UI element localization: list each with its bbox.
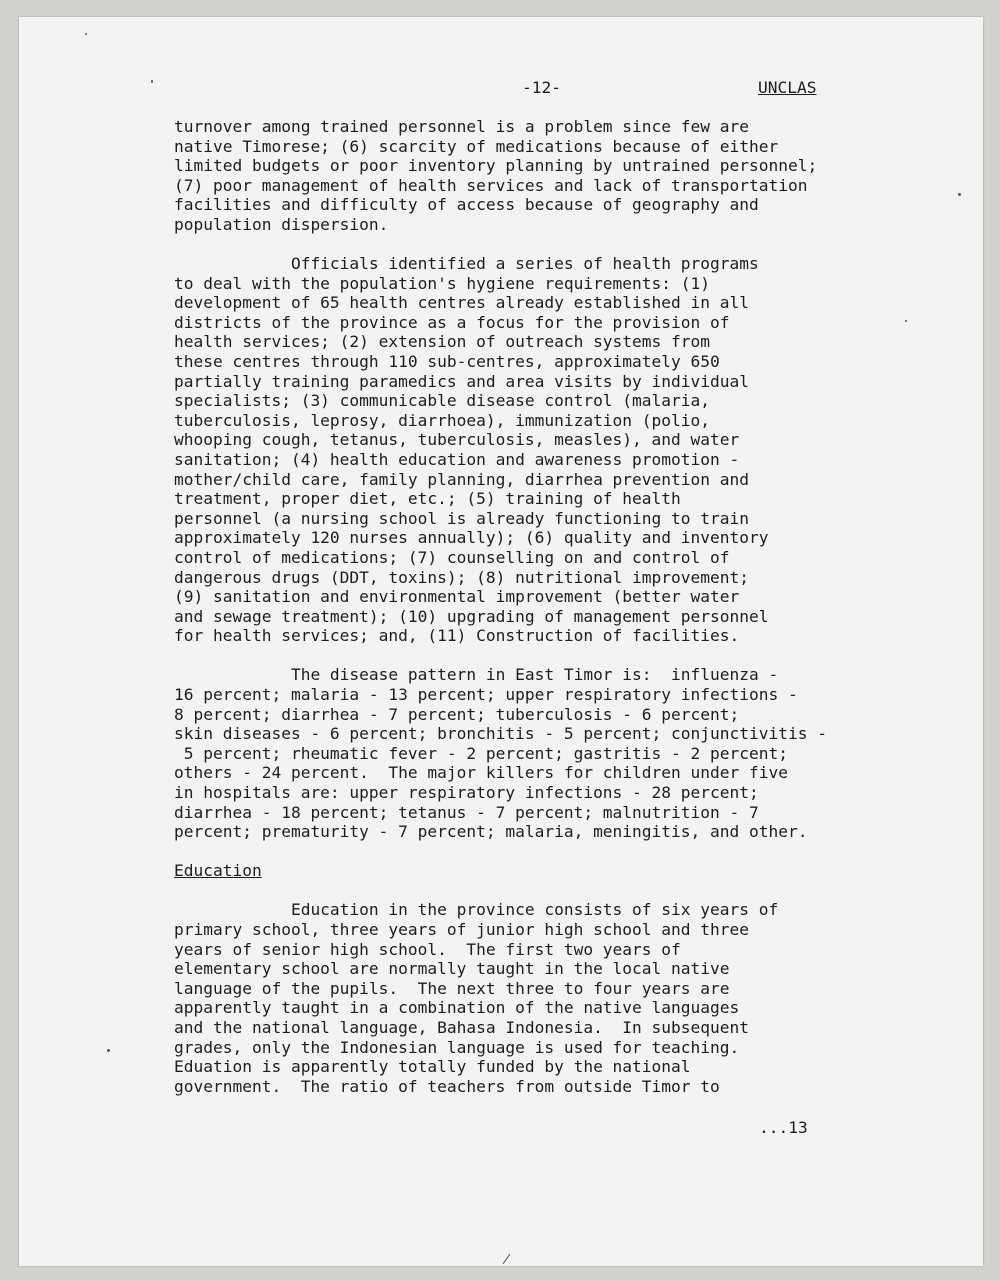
text-line: Eduation is apparently totally funded by the national [174, 1057, 691, 1077]
text-line: government. The ratio of teachers from outside Timor to [174, 1076, 720, 1096]
text-line: health services; (2) extension of outreach systems from [174, 332, 711, 352]
document-body [174, 117, 964, 1116]
page-header [0, 78, 1000, 100]
text-line: (7) poor management of health services and lack of transportation [174, 175, 808, 195]
text-line: treatment, proper diet, etc.; (5) training of health [174, 489, 681, 509]
text-line: turnover among trained personnel is a problem since few are [174, 117, 749, 136]
text-line: for health services; and, (11) Construction of facilities. [174, 626, 740, 646]
text-line: facilities and difficulty of access because of geography and [174, 195, 759, 215]
text-line: others - 24 percent. The major killers for children under five [174, 763, 788, 783]
text-line: to deal with the population's hygiene requirements: (1) [174, 273, 711, 293]
text-line: whooping cough, tetanus, tuberculosis, measles), and water [174, 430, 740, 450]
text-line: apparently taught in a combination of the native languages [174, 998, 740, 1018]
text-line: percent; prematurity - 7 percent; malaria, meningitis, and other. [174, 822, 808, 842]
text-line: in hospitals are: upper respiratory infections - 28 percent; [174, 783, 759, 802]
text-line: grades, only the Indonesian language is used for teaching. [174, 1037, 740, 1057]
text-line: The disease pattern in East Timor is: influenza - [174, 665, 779, 685]
text-line: limited budgets or poor inventory planning by untrained personnel; [174, 156, 818, 176]
text-line: approximately 120 nurses annually); (6) quality and inventory [174, 528, 769, 548]
scan-speck [107, 1049, 110, 1052]
text-line: Officials identified a series of health programs [174, 254, 759, 274]
text-line: diarrhea - 18 percent; tetanus - 7 percent; malnutrition - 7 [174, 802, 759, 822]
continuation-marker: ...13 [759, 1118, 808, 1137]
text-line: and the national language, Bahasa Indonesia. In subsequent [174, 1017, 749, 1037]
text-line: native Timorese; (6) scarcity of medications because of either [174, 136, 779, 156]
scan-speck [85, 33, 87, 35]
scan-speck [905, 320, 907, 322]
text-line: districts of the province as a focus for the provision of [174, 312, 730, 332]
scan-speck [151, 80, 153, 83]
text-line: sanitation; (4) health education and awareness promotion - [174, 450, 740, 469]
text-line: and sewage treatment); (10) upgrading of management personnel [174, 606, 769, 626]
scan-speck [958, 193, 961, 196]
text-line: primary school, three years of junior high school and three [174, 919, 749, 939]
text-line: tuberculosis, leprosy, diarrhoea), immunization (polio, [174, 410, 711, 430]
text-line: dangerous drugs (DDT, toxins); (8) nutritional improvement; [174, 567, 749, 587]
paragraph-disease-pattern [174, 665, 964, 841]
text-line: 16 percent; malaria - 13 percent; upper respiratory infections - [174, 685, 798, 705]
text-line: partially training paramedics and area visits by individual [174, 371, 749, 391]
text-line: (9) sanitation and environmental improvement (better water [174, 587, 740, 607]
text-line: control of medications; (7) counselling on and control of [174, 547, 730, 567]
paragraph-health-programs [174, 254, 964, 646]
text-line: specialists; (3) communicable disease control (malaria, [174, 391, 711, 411]
classification-marking: UNCLAS [758, 78, 817, 97]
paragraph-education [174, 900, 964, 1096]
text-line: development of 65 health centres already established in all [174, 293, 749, 313]
section-heading-education: Education [174, 861, 262, 881]
text-line: elementary school are normally taught in the local native [174, 959, 730, 979]
text-line: language of the pupils. The next three to four years are [174, 978, 730, 998]
text-line: these centres through 110 sub-centres, approximately 650 [174, 352, 720, 372]
text-line: population dispersion. [174, 214, 389, 234]
text-line: Education in the province consists of six years of [174, 900, 779, 920]
text-line: skin diseases - 6 percent; bronchitis - 5 percent; conjunctivitis - [174, 724, 827, 744]
paragraph-health-problems [174, 117, 964, 235]
text-line: 8 percent; diarrhea - 7 percent; tuberculosis - 6 percent; [174, 704, 740, 724]
text-line: 5 percent; rheumatic fever - 2 percent; gastritis - 2 percent; [174, 743, 788, 763]
page-number: -12- [522, 78, 561, 97]
text-line: mother/child care, family planning, diarrhea prevention and [174, 469, 749, 489]
text-line: years of senior high school. The first two years of [174, 939, 681, 959]
text-line: personnel (a nursing school is already functioning to train [174, 508, 749, 528]
